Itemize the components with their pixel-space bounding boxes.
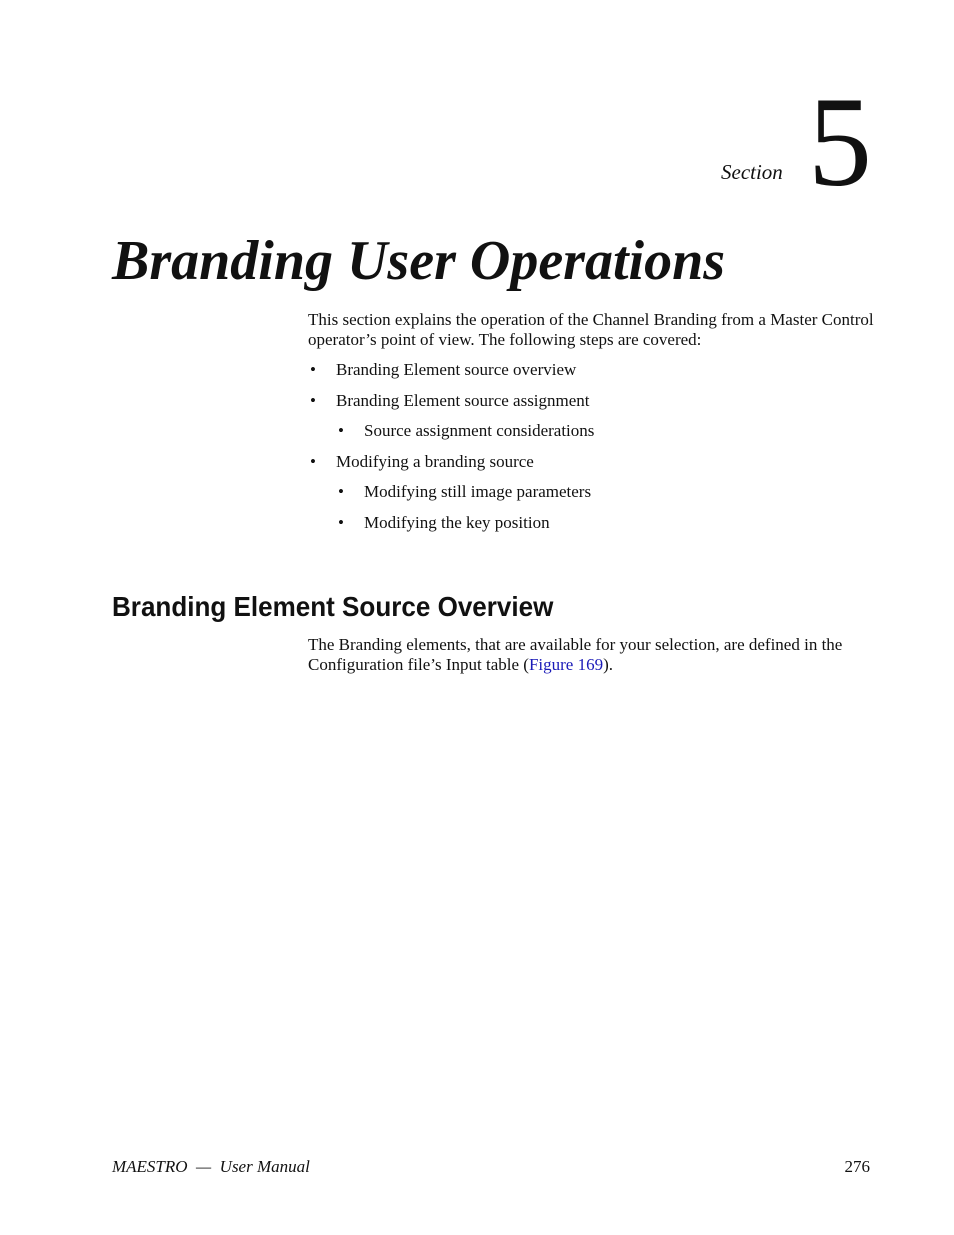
figure-169-link[interactable]: Figure 169 [528,655,604,674]
bullet-icon: • [338,512,344,532]
list-item [308,421,868,452]
list-item-text: Modifying the key position [364,512,550,532]
bullet-icon: • [310,360,316,379]
list-item [308,482,868,513]
page-title: Branding User Operations [112,230,726,292]
intro-paragraph: This section explains the operation of the Channel Branding from a Master Control operator’s point of view. The following steps are covered: [308,310,874,349]
list-item-text: Branding Element source overview [336,360,577,379]
overview-text-after: ). [603,655,614,674]
bullet-icon: • [310,390,316,410]
section-label: Section [721,160,783,184]
bullet-icon: • [310,451,316,471]
overview-paragraph [308,635,874,675]
list-item-text: Modifying a branding source [336,451,534,471]
bullet-icon: • [338,421,344,440]
footer-manual-title: MAESTRO — User Manual [112,1157,310,1176]
list-item [308,452,868,483]
list-item-text: Branding Element source assignment [336,390,590,410]
footer-page-number: 276 [844,1157,870,1176]
list-item [308,360,868,391]
list-item-text: Modifying still image parameters [364,482,592,501]
list-item [308,391,868,422]
bullet-icon: • [338,482,344,501]
topic-list [308,360,868,543]
section-number: 5 [808,71,872,213]
overview-text-before: The Branding elements, that are available for your selection, are defined in the Configuration file’s Input table ( [308,635,843,674]
list-item-text: Source assignment considerations [364,421,595,440]
overview-heading: Branding Element Source Overview [112,591,554,622]
list-item [308,513,868,544]
